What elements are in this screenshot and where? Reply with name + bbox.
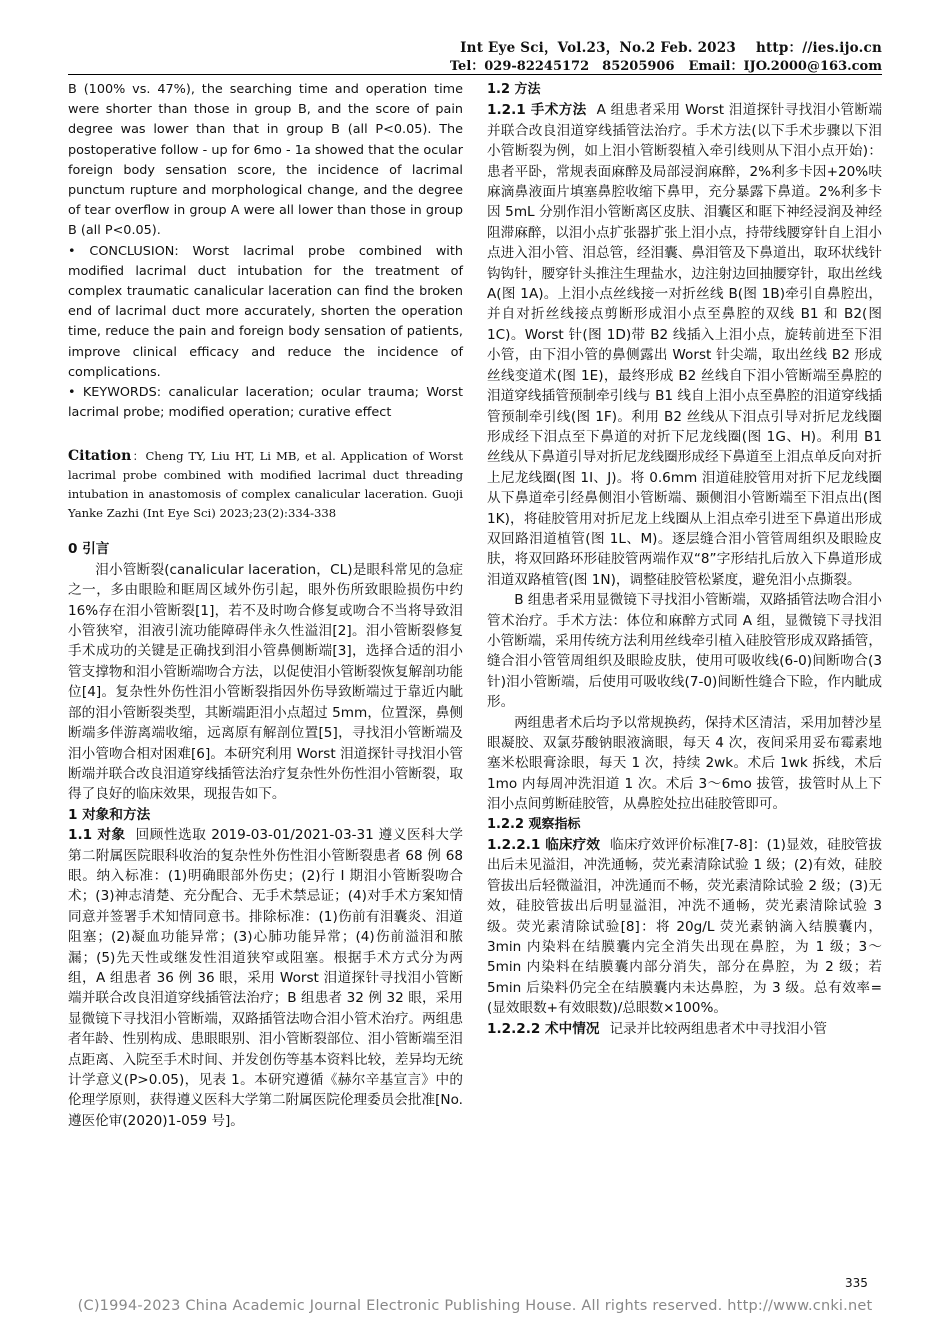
section-1-2-1-p2: B 组患者采用显微镜下寻找泪小管断端，双路插管法吻合泪小管术治疗。手术方法：体位和麻醉方式同 A 组，显微镜下寻找泪小管断端，采用传统方法利用丝线牵引植入硅胶管形成双路插管，缝合泪小管管周组织及眼睑皮肤，使用可吸收线(6-0)间断吻合(3 针)泪小管断端，后使用可吸收线(7-0)间断性缝合下睑，作内眦成形。 [487, 592, 882, 711]
abstract-english [68, 80, 463, 423]
section-1-2-2-2-title: 1.2.2.2 术中情况 [487, 1020, 600, 1037]
section-1-2-1-p3: 两组患者术后均予以常规换药，保持术区清洁，采用加替沙星眼凝胶、双氯芬酸钠眼液滴眼，每天 4 次，夜间采用妥布霉素地塞米松眼膏涂眼，每天 1 次，持续 2wk。术后 1wk 拆线，术后 1mo 内每周冲洗泪道 1 次。术后 3～6mo 拔管，拔管时从上下泪小点间剪断硅胶管，从鼻腔处拉出硅胶管即可。 [487, 714, 882, 813]
abstract-conclusion: • CONCLUSION: Worst lacrimal probe combined with modified lacrimal duct intubation for the treatment of complex traumatic canalicular laceration can find the broken end of lacrimal duct more accurately, shorten the operation time, reduce the pain and foreign body sensation of patients, improve clinical efficacy and reduce the incidence of complications. [68, 243, 463, 380]
copyright-footer: (C)1994-2023 China Academic Journal Electronic Publishing House. All rights reserved. http://www.cnki.net [77, 1298, 873, 1314]
section-1-2-2-1 [487, 835, 882, 1019]
running-header-contact [450, 55, 882, 74]
citation-label: Citation [68, 448, 132, 465]
section-1-2-2-2 [487, 1019, 882, 1039]
abstract-results: B (100% vs. 47%), the searching time and operation time were shorter than those in group B, and the score of pain degree was lower than that in group B (all P<0.05). The postoperative follow - up for 6mo - 1a showed that the ocular foreign body sensation score, the incidence of lacrimal punctum rupture and morphological change, and the degree of tear overflow in group A were all lower than those in group B (all P<0.05). [68, 82, 463, 239]
journal-url: http：//ies.ijo.cn [755, 40, 882, 56]
section-1-2-1-p1: A 组患者采用 Worst 泪道探针寻找泪小管断端并联合改良泪道穿线插管法治疗。手术方法(以下手术步骤以下泪小管断裂为例，如上泪小管断裂植入牵引线则从下泪小点开始)：患者平卧，常规表面麻醉及局部浸润麻醉，2%利多卡因+20%呋麻滴鼻液面片填塞鼻腔收缩下鼻甲，充分暴露下鼻道。2%利多卡因 5mL 分别作泪小管断离区皮肤、泪囊区和眶下神经浸润及神经阻滞麻醉，以泪小点扩张器扩张上泪小点，持带线腰穿针自上泪小点进入泪小管、泪总管，经泪囊、鼻泪管及下鼻道出，取环状线针钩钩针，腰穿针头推注生理盐水，边注射边回抽腰穿针，取出丝线 A(图 1A)。上泪小点丝线接一对折丝线 B(图 1B)牵引自鼻腔出，并自对折丝线接点剪断形成泪小点至鼻腔的双线 B1 和 B2(图 1C)。Worst 针(图 1D)带 B2 线插入上泪小点，旋转前进至下泪小管，由下泪小管的鼻侧露出 Worst 针尖端，取出丝线 B2 形成丝线变道术(图 1E)，最终形成 B2 丝线自下泪小管断端至鼻腔的泪道穿线插管预制牵引线与 B1 线自上泪小点至鼻腔的泪道穿线插管预制牵引线(图 1F)。利用 B2 丝线从下泪点引导对折尼龙线圈形成经下泪点至下鼻道的对折下尼龙线圈(图 1G、H)。利用 B1 丝线从下鼻道引导对折尼龙线圈形成经下鼻道至上泪点单反向对折上尼龙线圈(图 1I、J)。将 0.6mm 泪道硅胶管用对折下尼龙线圈从下鼻道牵引经鼻侧泪小管断端、颞侧泪小管断端至下泪点出(图 1K)，将硅胶管用对折尼龙上线圈从上泪点牵引进至下鼻道出形成双回路泪道植管(图 1L、M)。逐层缝合泪小管管周组织及眼睑皮肤，将双回路环形硅胶管两端作双“8”字形结扎后放入下鼻道形成泪道双路植管(图 1N)，调整硅胶管松紧度，避免泪小点撕裂。 [487, 102, 882, 588]
journal-email: Email：IJO.2000@163.com [688, 59, 882, 74]
section-0-title: 0 引言 [68, 541, 110, 558]
right-column [487, 80, 882, 1039]
section-1-2-2-title: 1.2.2 观察指标 [487, 816, 581, 832]
journal-volume: Int Eye Sci，Vol.23，No.2 Feb. 2023 [460, 40, 736, 56]
section-1-1-title: 1.1 对象 [68, 827, 126, 844]
section-1-2-2-2-text: 记录并比较两组患者术中寻找泪小管 [609, 1020, 827, 1037]
left-column [68, 80, 463, 1131]
section-1-2-1-title: 1.2.1 手术方法 [487, 102, 587, 119]
section-1-1 [68, 825, 463, 1131]
section-1-1-text: 回顾性选取 2019-03-01/2021-03-31 遵义医科大学第二附属医院眼科收治的复杂性外伤性泪小管断裂患者 68 例 68 眼。纳入标准：(1)明确眼部外伤史；(2)行 I 期泪小管断裂吻合术；(3)神志清楚、充分配合、无手术禁忌证；(4)对手术方案知情同意并签署手术知情同意书。排除标准：(1)伤前有泪囊炎、泪道阻塞；(2)凝血功能异常；(3)心肺功能异常；(4)伤前溢泪和脓漏；(5)先天性或继发性泪道狭窄或阻塞。根据手术方式分为两组，A 组患者 36 例 36 眼，采用 Worst 泪道探针寻找泪小管断端并联合改良泪道穿线插管法治疗；B 组患者 32 例 32 眼，采用显微镜下寻找泪小管断端，双路插管法吻合泪小管术治疗。两组患者年龄、性别构成、患眼眼别、泪小管断裂部位、泪小管断端至泪点距离、入院至手术时间、并发创伤等基本资料比较，差异均无统计学意义(P>0.05)，见表 1。本研究遵循《赫尔辛基宣言》中的伦理学原则，获得遵义医科大学第二附属医院伦理委员会批准[No.遵医伦审(2020)1-059 号]。 [68, 827, 463, 1129]
page-number: 335 [845, 1276, 868, 1290]
section-1-title: 1 对象和方法 [68, 806, 151, 823]
abstract-keywords: • KEYWORDS: canalicular laceration; ocular trauma; Worst lacrimal probe; modified operation; curative effect [68, 385, 463, 421]
section-1-2-2-1-text: 临床疗效评价标准[7-8]：(1)显效，硅胶管拔出后未见溢泪，冲洗通畅，荧光素清除试验 1 级；(2)有效，硅胶管拔出后轻微溢泪，冲洗通而不畅，荧光素清除试验 2 级；(3)无效，硅胶管拔出后明显溢泪，冲洗不通畅，荧光素清除试验 3 级。荧光素清除试验[8]：将 20g/L 荧光素钠滴入结膜囊内，3min 内染料在结膜囊内完全消失出现在鼻腔，为 1 级；3～5min 内染料在结膜囊内部分消失，部分在鼻腔，为 2 级；若 5min 后染料仍完全在结膜囊内未达鼻腔，为 3 级。总有效率=(显效眼数+有效眼数)/总眼数×100%。 [487, 837, 882, 1017]
citation-block [68, 447, 463, 523]
section-1-2-1 [487, 100, 882, 814]
section-0-paragraph: 泪小管断裂(canalicular laceration，CL)是眼科常见的急症之一，多由眼睑和眶周区域外伤引起，眼外伤所致眼睑损伤中约 16%存在泪小管断裂[1]，若不及时吻合修复或吻合不当将导致泪小管狭窄，泪液引流功能障碍伴永久性溢泪[2]。泪小管断裂修复手术成功的关键是正确找到泪小管鼻侧断端[3]，选择合适的泪小管支撑物和泪小管断端吻合方法，以促使泪小管断裂恢复解剖功能位[4]。复杂性外伤性泪小管断裂指因外伤导致断端过于靠近内眦部的泪小管断裂类型，其断端距泪小点超过 5mm，位置深，鼻侧断端多伴游离端收缩，远离原有解剖位置[5]，寻找泪小管断端及泪小管吻合相对困难[6]。本研究利用 Worst 泪道探针寻找泪小管断端并联合改良泪道穿线插管法治疗复杂性外伤性泪小管断裂，取得了良好的临床效果，现报告如下。 [68, 561, 463, 803]
running-header-journal [460, 36, 882, 56]
header-rule [68, 74, 882, 75]
section-introduction [68, 539, 463, 1131]
citation-text: ：Cheng TY, Liu HT, Li MB, et al. Application of Worst lacrimal probe combined with modified lacrimal duct threading intubation in anastomosis of complex canalicular laceration. Guoji Yanke Zazhi (Int Eye Sci) 2023;23(2):334-338 [68, 449, 463, 521]
journal-tel: Tel：029-82245172 85205906 [449, 59, 675, 74]
section-1-2-title: 1.2 方法 [487, 82, 541, 97]
section-1-2-2-1-title: 1.2.2.1 临床疗效 [487, 837, 601, 854]
